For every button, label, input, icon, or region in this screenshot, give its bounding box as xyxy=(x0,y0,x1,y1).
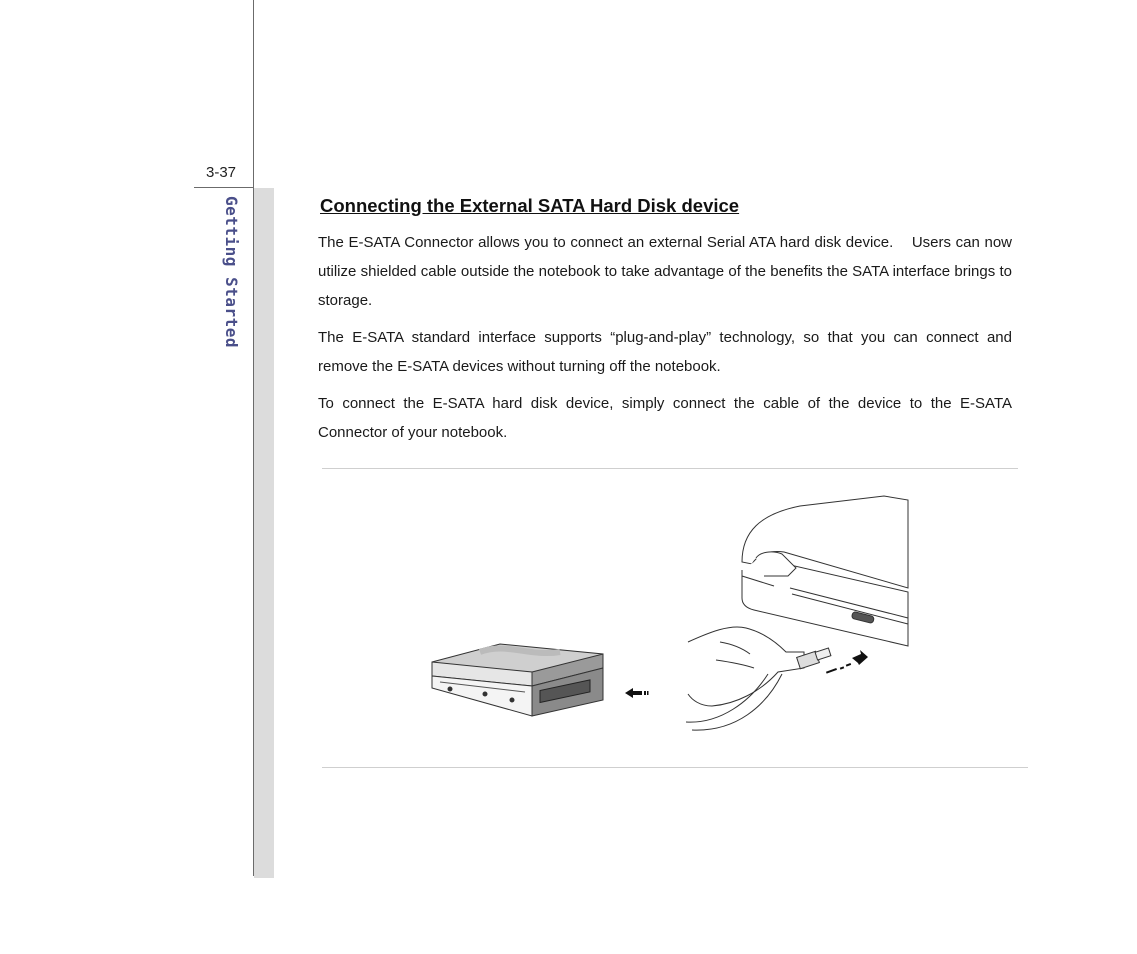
page-number-rule xyxy=(194,187,254,188)
margin-strip xyxy=(254,188,274,878)
esata-connection-illustration xyxy=(420,492,1020,732)
page-number: 3-37 xyxy=(206,164,237,181)
section-heading: Connecting the External SATA Hard Disk device xyxy=(320,195,740,216)
paragraph-instructions: To connect the E-SATA hard disk device, simply connect the cable of the device to the E-SATA Connector of your notebook. xyxy=(318,395,1012,441)
paragraph-plug-and-play: The E-SATA standard interface supports “plug-and-play” technology, so that you can connect and remove the E-SATA devices without turning off the notebook. xyxy=(318,329,1012,375)
section-tab: Getting Started xyxy=(222,196,241,348)
hand-with-cable-icon xyxy=(686,627,831,730)
notebook-icon xyxy=(742,496,908,646)
paragraph-intro: The E-SATA Connector allows you to connect an external Serial ATA hard disk device. Users can now utilize shielded cable outside the notebook to take advantage of the benefits the SATA interface brings to storage. xyxy=(318,234,1012,309)
figure-bottom-rule xyxy=(322,767,1028,768)
left-arrow-icon xyxy=(625,688,649,698)
right-arrow-icon xyxy=(826,650,868,674)
figure-top-rule xyxy=(322,468,1018,469)
hard-disk-icon xyxy=(432,644,603,716)
